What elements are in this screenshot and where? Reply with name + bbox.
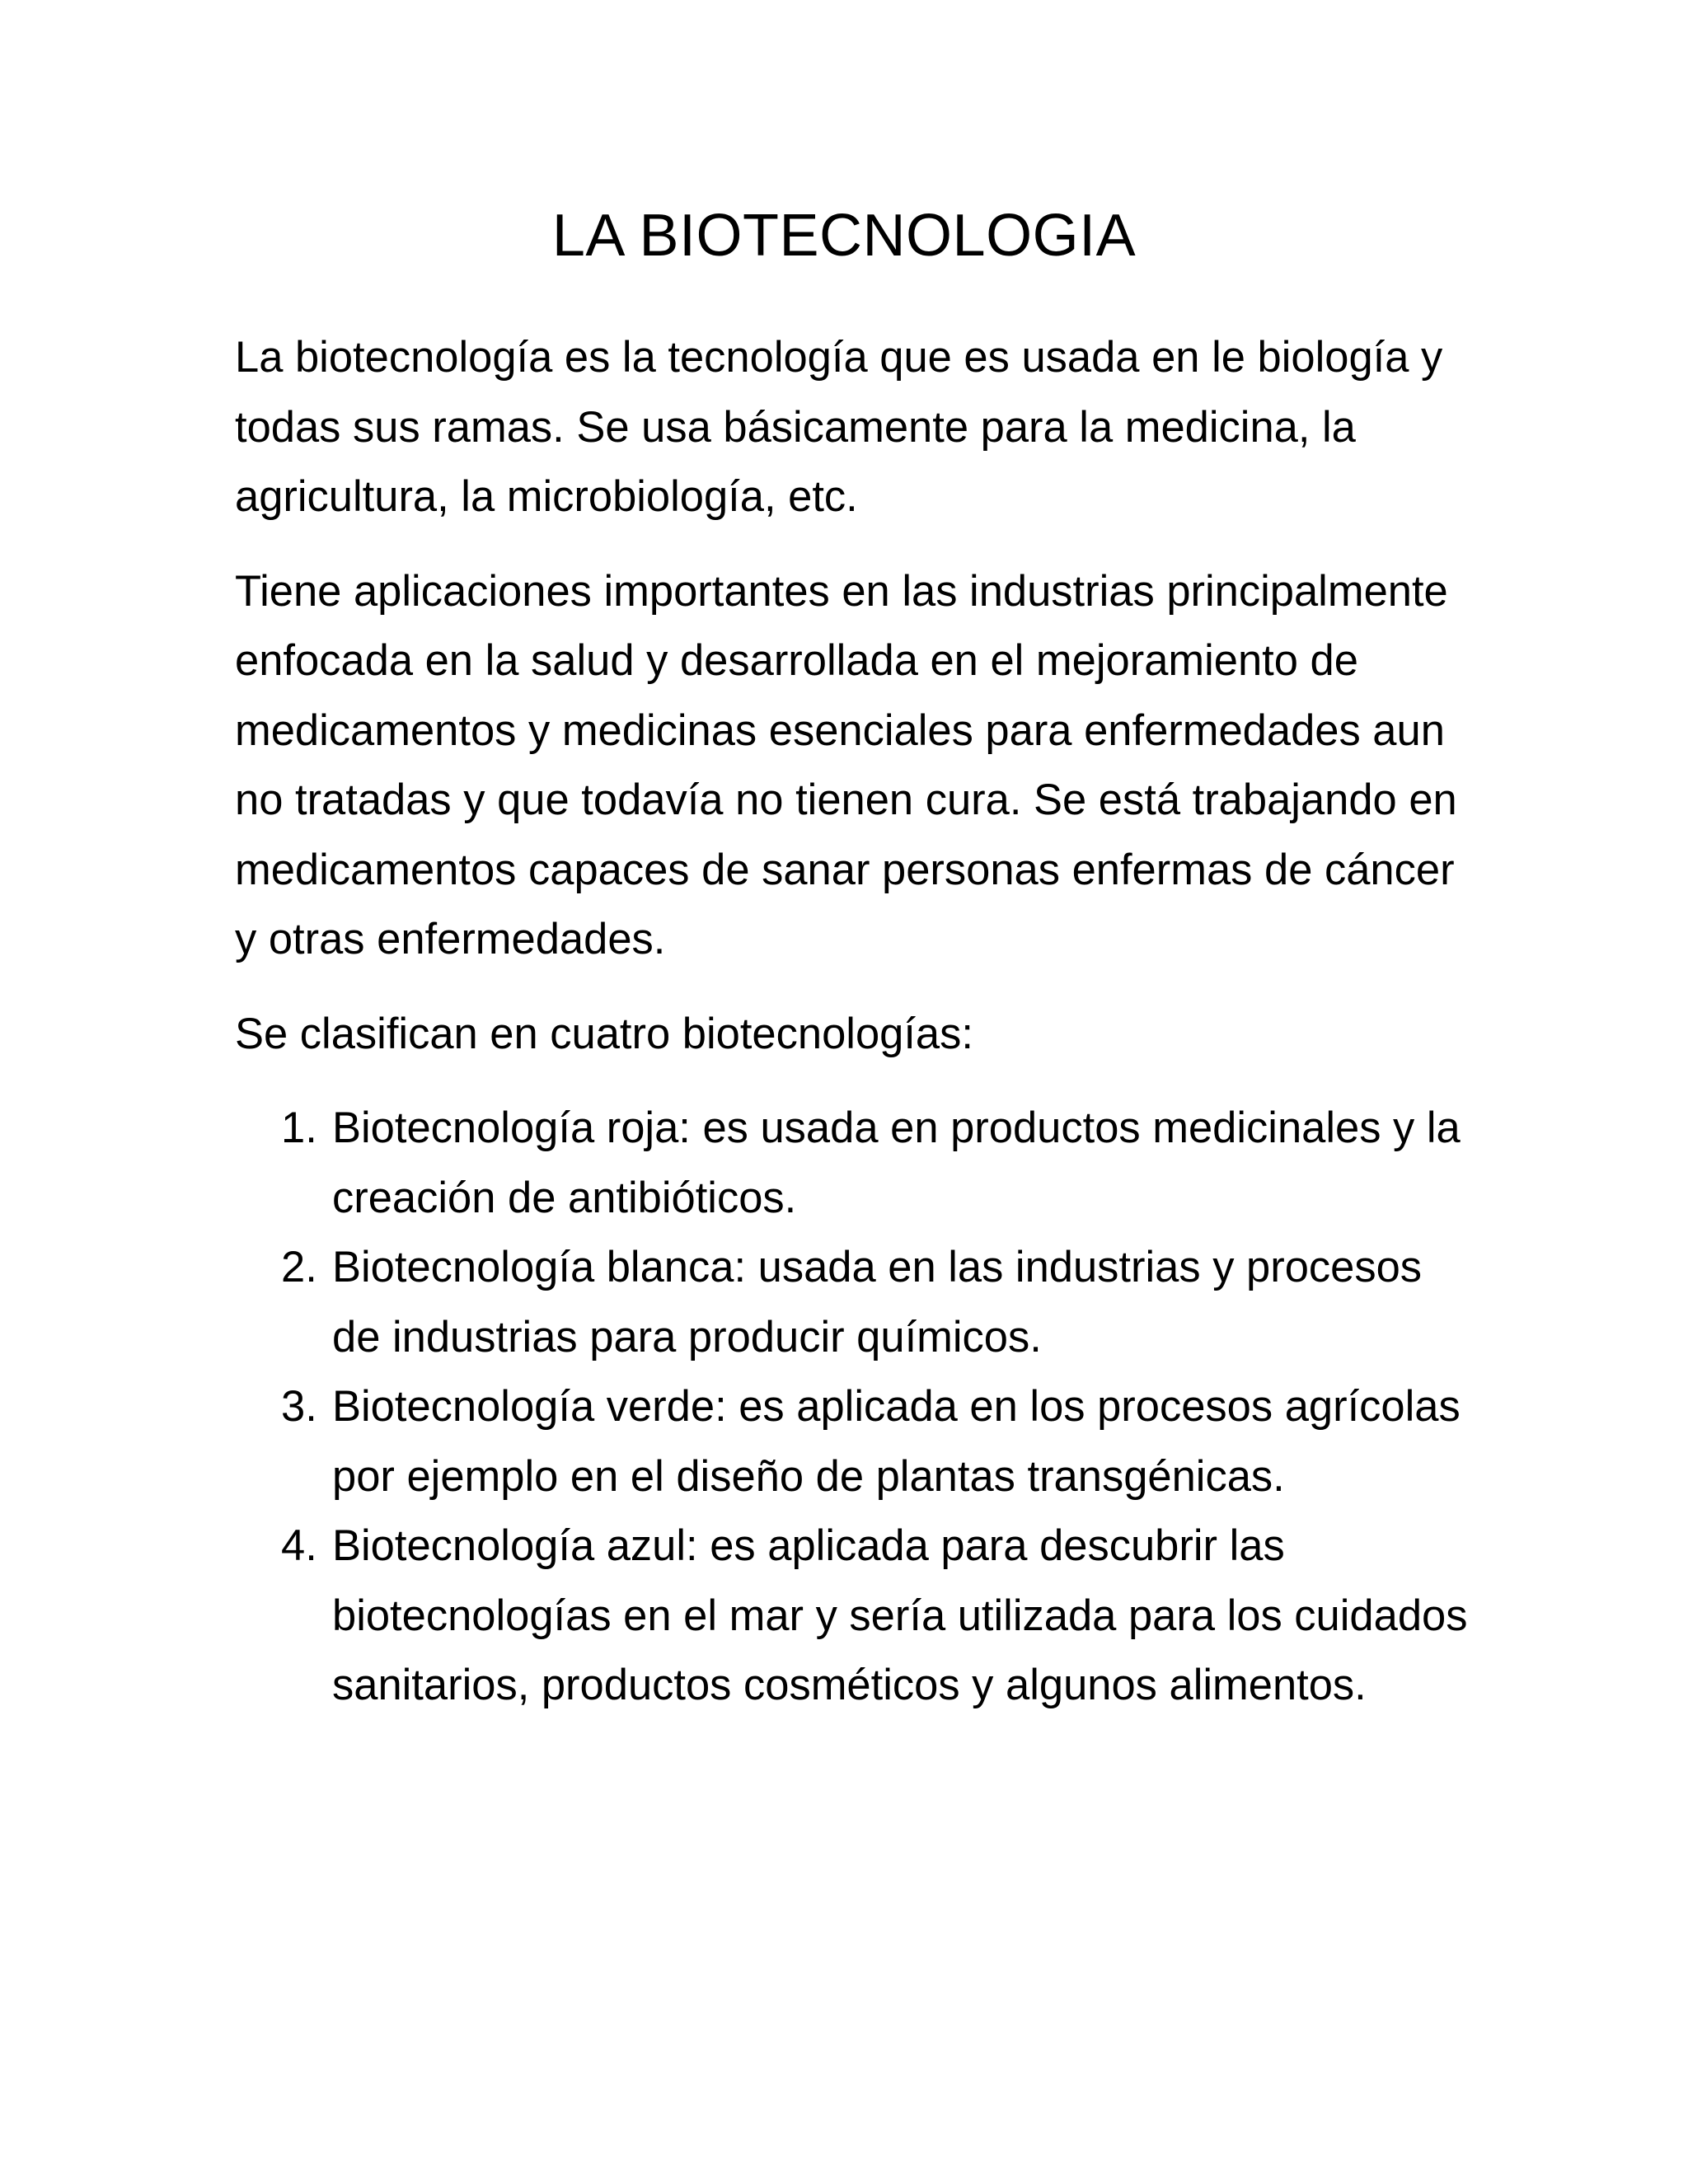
list-item-number: 2. xyxy=(281,1243,317,1291)
list-item xyxy=(235,1094,1479,1233)
paragraph-applications: Tiene aplicaciones importantes en las industrias principalmente enfocada en la salud y desarrollada en el mejoramiento de medicamentos y medicinas esenciales para enfermedades aun no tratadas y que todavía no tienen cura. Se está trabajando en medicamentos capaces de sanar personas enfermas de cáncer y otras enfermedades. xyxy=(235,566,1457,963)
list-item xyxy=(235,1372,1479,1511)
list-item-text: Biotecnología verde: es aplicada en los procesos agrícolas por ejemplo en el diseño de plantas transgénicas. xyxy=(332,1382,1461,1501)
list-item-text: Biotecnología roja: es usada en productos medicinales y la creación de antibióticos. xyxy=(332,1104,1461,1222)
list-item-number: 4. xyxy=(281,1521,317,1570)
list-item-text: Biotecnología blanca: usada en las industrias y procesos de industrias para producir químicos. xyxy=(332,1243,1423,1361)
paragraph-classification: Se clasifican en cuatro biotecnologías: xyxy=(235,1009,973,1058)
document-title: LA BIOTECNOLOGIA xyxy=(551,203,1137,269)
list-item-number: 1. xyxy=(281,1104,317,1152)
document-body xyxy=(235,323,1479,1721)
biotech-types-list xyxy=(235,1094,1479,1721)
list-item-number: 3. xyxy=(281,1382,317,1431)
list-item xyxy=(235,1233,1479,1372)
paragraph-intro: La biotecnología es la tecnología que es usada en le biología y todas sus ramas. Se usa básicamente para la medicina, la agricultura, la microbiología, etc. xyxy=(235,333,1443,521)
list-item-text: Biotecnología azul: es aplicada para descubrir las biotecnologías en el mar y sería utilizada para los cuidados sanitarios, productos cosméticos y algunos alimentos. xyxy=(332,1521,1468,1709)
list-item xyxy=(235,1511,1479,1721)
